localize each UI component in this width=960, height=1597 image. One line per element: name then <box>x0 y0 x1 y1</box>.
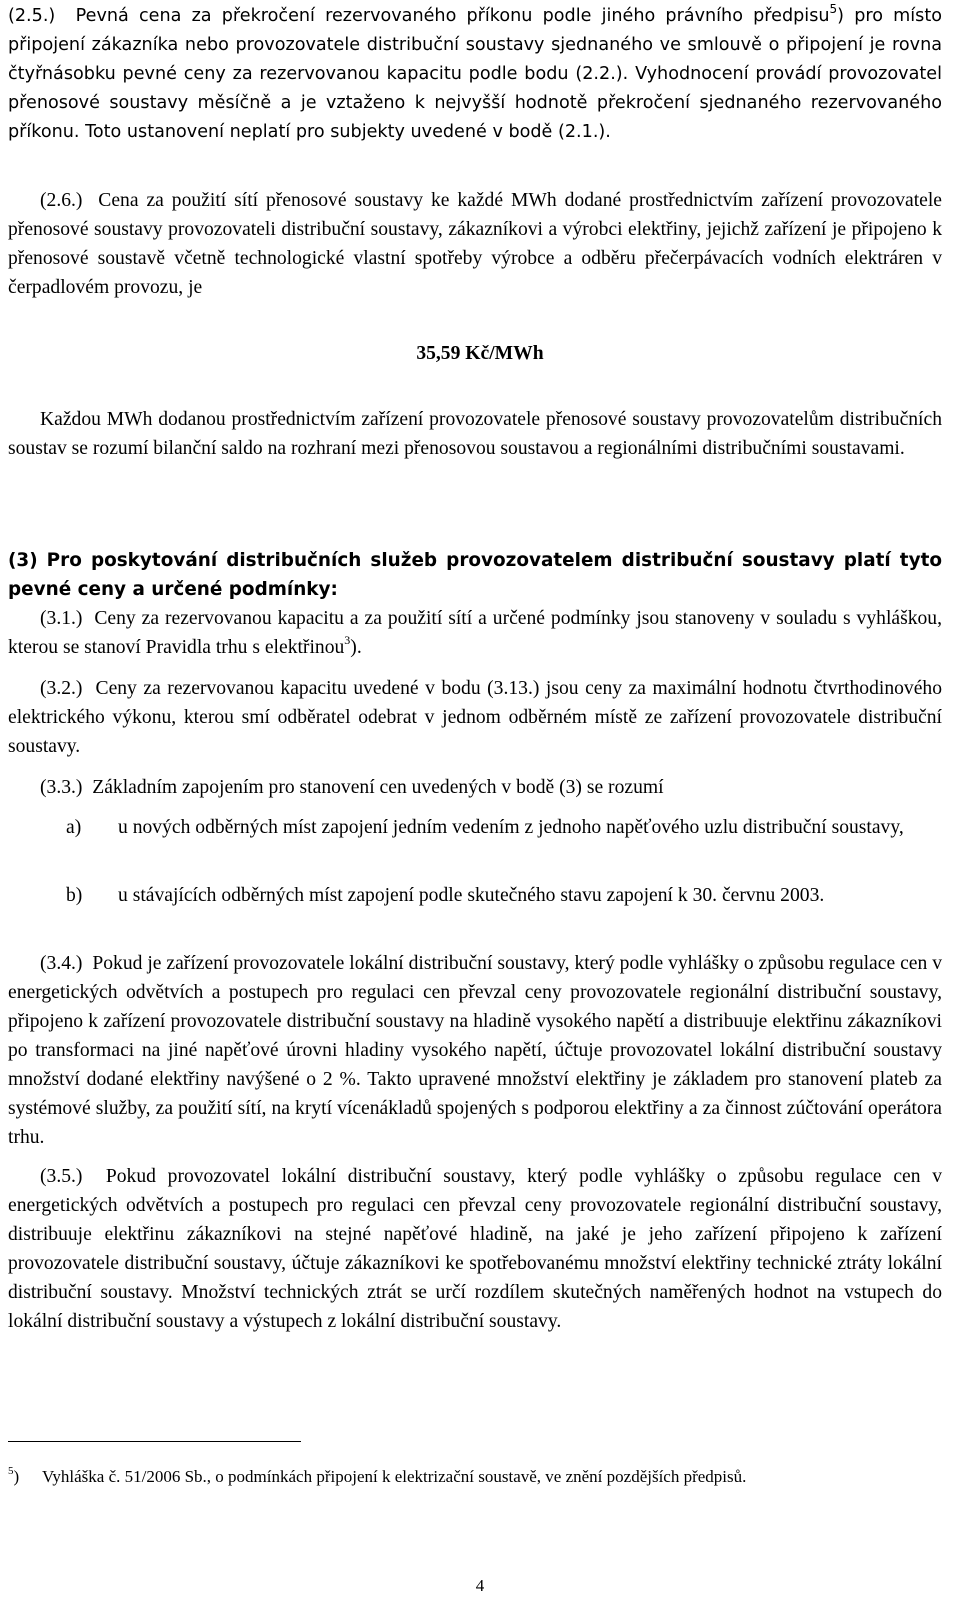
footnote-text: Vyhláška č. 51/2006 Sb., o podmínkách připojení k elektrizační soustavě, ve znění pozdějších předpisů. <box>42 1467 747 1486</box>
paragraph-text: Ceny za rezervovanou kapacitu a za použití sítí a určené podmínky jsou stanoveny v souladu s vyhláškou, kterou se stanoví Pravidla trhu s elektřinou <box>8 608 943 658</box>
list-item-b <box>8 881 942 910</box>
paragraph-text: Cena za použití sítí přenosové soustavy ke každé MWh dodané prostřednictvím zařízení provozovatele přenosové soustavy provozovateli distribuční soustavy, zákazníkovi a výrobci elektřiny, jejichž zařízení je připojeno k přenosové soustavě včetně technologické vlastní spotřeby výrobce a odběru přečerpávacích vodních elektráren v čerpadlovém provozu, je <box>8 190 942 298</box>
paragraph-text: Pevná cena za překročení rezervovaného příkonu podle jiného právního předpisu <box>75 6 830 26</box>
paragraph-text-cont: ) pro místo připojení zákazníka nebo provozovatele distribuční soustavy sjednaného ve smlouvě o připojení je rovna čtyřnásobku pevné ceny za rezervovanou kapacitu podle bodu (2.2.). Vyhodnocení provádí provozovatel přenosové soustavy měsíčně a je vztaženo k nejvyšší hodnotě překročení sjednaného rezervovaného příkonu. Toto ustanovení neplatí pro subjekty uvedené v bodě (2.1.). <box>8 6 942 142</box>
paragraph-3-3 <box>8 773 942 802</box>
paragraph-text-cont: ). <box>350 637 362 658</box>
paragraph-3-2 <box>8 674 942 761</box>
list-item-text: u nových odběrných míst zapojení jedním vedením z jednoho napěťového uzlu distribuční soustavy, <box>118 817 904 838</box>
paragraph-2-5 <box>8 2 942 147</box>
list-marker: b) <box>66 885 83 906</box>
paragraph-3-1 <box>8 604 942 662</box>
list-item-text: u stávajících odběrných míst zapojení podle skutečného stavu zapojení k 30. červnu 2003. <box>118 885 825 906</box>
section-heading-3: (3) Pro poskytování distribučních služeb provozovatelem distribuční soustavy platí tyto pevné ceny a určené podmínky: <box>8 550 942 600</box>
paragraph-text: Základním zapojením pro stanovení cen uvedených v bodě (3) se rozumí <box>92 777 664 798</box>
paragraph-2-6-note: Každou MWh dodanou prostřednictvím zařízení provozovatele přenosové soustavy provozovatelům distribučních soustav se rozumí bilanční saldo na rozhraní mezi přenosovou soustavou a regionálními distribučními soustavami. <box>8 409 942 459</box>
paragraph-number: (2.5.) <box>8 6 56 26</box>
footnote-5 <box>8 1466 942 1488</box>
footnote-marker: $^5$) <box>8 1465 20 1486</box>
paragraph-number: (3.5.) <box>40 1166 83 1187</box>
footnote-reference[interactable]: 3 <box>344 633 351 648</box>
paragraph-number: (2.6.) <box>40 190 83 211</box>
paragraph-number: (3.4.) <box>40 953 83 974</box>
page-number: 4 <box>475 1576 485 1595</box>
footnote-separator <box>8 1441 301 1442</box>
price-value: 35,59 Kč/MWh <box>416 343 544 364</box>
paragraph-2-6 <box>8 186 942 302</box>
paragraph-number: (3.1.) <box>40 608 83 629</box>
paragraph-text: Ceny za rezervovanou kapacitu uvedené v bodu (3.13.) jsou ceny za maximální hodnotu čtvrthodinového elektrického výkonu, kterou smí odběratel odebrat v jednom odběrném místě ze zařízení provozovatele distribuční soustavy. <box>8 678 943 757</box>
paragraph-text: Pokud provozovatel lokální distribuční soustavy, který podle vyhlášky o způsobu regulace cen v energetických odvětvích a postupech pro regulaci cen převzal ceny provozovatele regionální distribuční soustavy, distribuuje elektřinu zákazníkovi na stejné napěťové hladině, na jaké je jeho zařízení připojeno k zařízení provozovatele distribuční soustavy, účtuje zákazníkovi ke spotřebovanému množství elektřiny technické ztráty lokální distribuční soustavy. Množství technických ztrát se určí rozdílem skutečných naměřených hodnot na vstupech do lokální distribuční soustavy a výstupech z lokální distribuční soustavy. <box>8 1166 943 1332</box>
list-marker: a) <box>66 817 82 838</box>
paragraph-3-5 <box>8 1162 942 1336</box>
paragraph-number: (3.2.) <box>40 678 83 699</box>
paragraph-number: (3.3.) <box>40 777 83 798</box>
footnote-reference[interactable]: 5 <box>829 2 838 17</box>
paragraph-3-4 <box>8 949 942 1152</box>
paragraph-text: Pokud je zařízení provozovatele lokální distribuční soustavy, který podle vyhlášky o způsobu regulace cen v energetických odvětvích a postupech pro regulaci cen převzal ceny provozovatele regionální distribuční soustavy, připojeno k zařízení provozovatele distribuční soustavy na hladině vysokého napětí a distribuuje elektřinu zákazníkovi po transformaci na jiné napěťové úrovni hladiny vysokého napětí, účtuje provozovatel lokální distribuční soustavy množství dodané elektřiny navýšené o 2 %. Takto upravené množství elektřiny je základem pro stanovení plateb za systémové služby, za použití sítí, na krytí vícenákladů spojených s podporou elektřiny a za činnost zúčtování operátora trhu. <box>8 953 942 1148</box>
list-item-a <box>8 813 942 842</box>
